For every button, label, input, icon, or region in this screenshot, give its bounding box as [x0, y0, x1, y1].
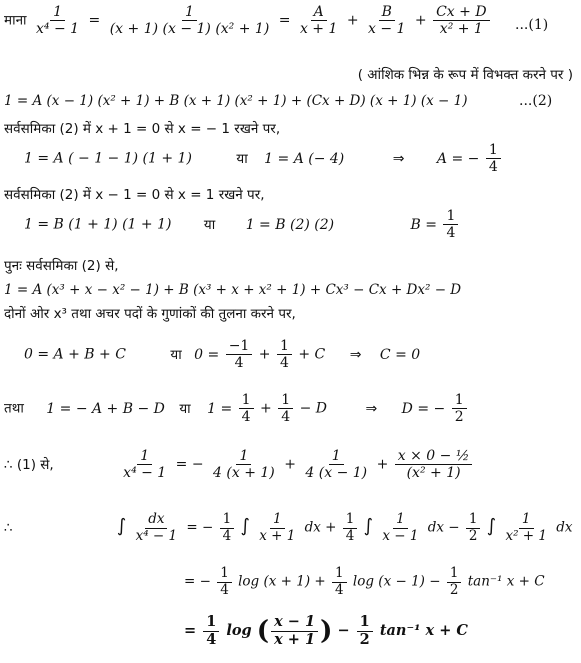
fraction: $\frac{Cx + D}{\text{x² + 1}}$: [433, 4, 489, 37]
fraction: $\frac{1}{4}$: [220, 512, 235, 544]
fraction: $\frac{dx}{\text{x⁴ − 1}}$: [135, 511, 178, 544]
fraction: $\frac{1}{4}$: [278, 392, 293, 425]
fraction: $\frac{1}{4}$: [332, 566, 347, 598]
identity-2: 1 = A (x − 1) (x² + 1) + B (x + 1) (x² + 1) + (Cx + D) (x + 1) (x − 1): [4, 93, 468, 109]
fraction: $\frac{1}{4 (x - 1)}$: [305, 448, 368, 482]
equation-C: 0 = A + B + C या 0 = $\frac{-1}{4}$ + $\frac{1}{4}$ + C ⇒ C = 0: [24, 338, 421, 372]
fraction: $\frac{1}{4}$: [277, 338, 292, 371]
equation-tag-1: ...(1): [515, 17, 549, 33]
equation-partial-form: ∴ (1) से, $\frac{1}{\text{x⁴ − 1}}$ = − $\frac{1}{4 (x + 1)}$ + $\frac{1}{4 (x - 1)}$ + $\frac{\text{x × 0 − ½}}{\text{(x² + 1)}}$: [4, 448, 474, 481]
fraction: $\frac{1}{4}$: [443, 208, 458, 241]
right-paren: ): [320, 616, 333, 647]
equation-D: तथा 1 = − A + B − D या 1 = $\frac{1}{4}$ + $\frac{1}{4}$ − D ⇒ D = − $\frac{1}{2}$: [4, 392, 469, 425]
integral-result: = − $\frac{1}{4}$ log (x + 1) + $\frac{1}{4}$ log (x − 1) − $\frac{1}{2}$ tan⁻¹ x + C: [184, 565, 545, 598]
fraction: $\frac{1}{x - 1}$: [382, 511, 419, 544]
fraction: $\frac{1}{4 (x + 1)}$: [213, 448, 275, 482]
partial-fraction-note: ( आंशिक भिन्न के रूप में विभक्त करने पर ): [357, 67, 573, 83]
equation-A: 1 = A ( − 1 − 1) (1 + 1) या 1 = A (− 4) ⇒ A = − $\frac{1}{4}$: [24, 142, 503, 175]
fraction: $\frac{1}{\text{x⁴ − 1}}$: [123, 448, 167, 482]
final-answer: = $\frac{1}{4}$ log ( $\frac{x - 1}{x + 1}$ ) − $\frac{1}{2}$ tan⁻¹ x + C: [184, 613, 468, 648]
fraction: $\frac{1}{2}$: [447, 566, 462, 598]
fraction: $\frac{\text{x × 0 − ½}}{\text{(x² + 1)}}$: [395, 448, 473, 481]
fraction: $\frac{-1}{4}$: [226, 338, 253, 371]
fraction: $\frac{1}{4}$: [486, 142, 501, 175]
compare-coefficients: दोनों ओर x³ तथा अचर पदों के गुणांकों की तुलना करने पर,: [4, 306, 296, 322]
again-identity: पुनः सर्वसमिका (2) से,: [4, 258, 119, 274]
text-maana: माना: [4, 12, 27, 29]
fraction: $\frac{1}{2}$: [357, 614, 373, 648]
substitute-x-minus-1: सर्वसमिका (2) में x + 1 = 0 से x = − 1 रखने पर,: [4, 121, 281, 137]
fraction: $\frac{1}{4}$: [239, 392, 254, 425]
fraction: $\frac{1}{4}$: [203, 614, 219, 648]
integral-equation: ∴ ∫ $\frac{dx}{\text{x⁴ − 1}}$ = − $\frac{1}{4}$ ∫ $\frac{1}{x + 1}$ dx + $\frac{1}{4}$ ∫ $\frac{1}{x - 1}$ dx − $\frac{1}{2}$ ∫ $\frac{1}{\text{x² + 1}}$ dx: [4, 511, 573, 544]
fraction: $\frac{1}{2}$: [452, 392, 467, 425]
fraction: $\frac{1}{\text{(x + 1) (x − 1) (x² + 1)}}$: [109, 4, 270, 38]
expanded-identity: 1 = A (x³ + x − x² − 1) + B (x³ + x + x² + 1) + Cx³ − Cx + Dx² − D: [4, 282, 462, 298]
fraction: $\frac{1}{\text{x² + 1}}$: [505, 511, 547, 544]
substitute-x-1: सर्वसमिका (2) में x − 1 = 0 से x = 1 रखने पर,: [4, 187, 265, 203]
fraction: $\frac{1}{4}$: [343, 512, 358, 544]
fraction: $\frac{1}{4}$: [217, 566, 232, 598]
left-paren: (: [256, 616, 270, 647]
fraction: $\frac{1}{\text{x⁴ − 1}}$: [36, 4, 80, 38]
equation-1: माना $\frac{1}{\text{x⁴ − 1}}$ = $\frac{1}{\text{(x + 1) (x − 1) (x² + 1)}}$ = $\frac{A}{x + 1}$ + $\frac{B}{x - 1}$ + $\frac{Cx + D}{\text{x² + 1}}$: [4, 4, 492, 37]
fraction: $\frac{1}{2}$: [466, 512, 481, 544]
equation-B: 1 = B (1 + 1) (1 + 1) या 1 = B (2) (2) B = $\frac{1}{4}$: [24, 208, 460, 241]
fraction: $\frac{1}{x + 1}$: [259, 511, 296, 544]
fraction: $\frac{A}{x + 1}$: [299, 4, 338, 38]
fraction: $\frac{x - 1}{x + 1}$: [271, 614, 318, 648]
equation-tag-2: ...(2): [519, 93, 553, 109]
fraction: $\frac{B}{x - 1}$: [368, 4, 406, 38]
